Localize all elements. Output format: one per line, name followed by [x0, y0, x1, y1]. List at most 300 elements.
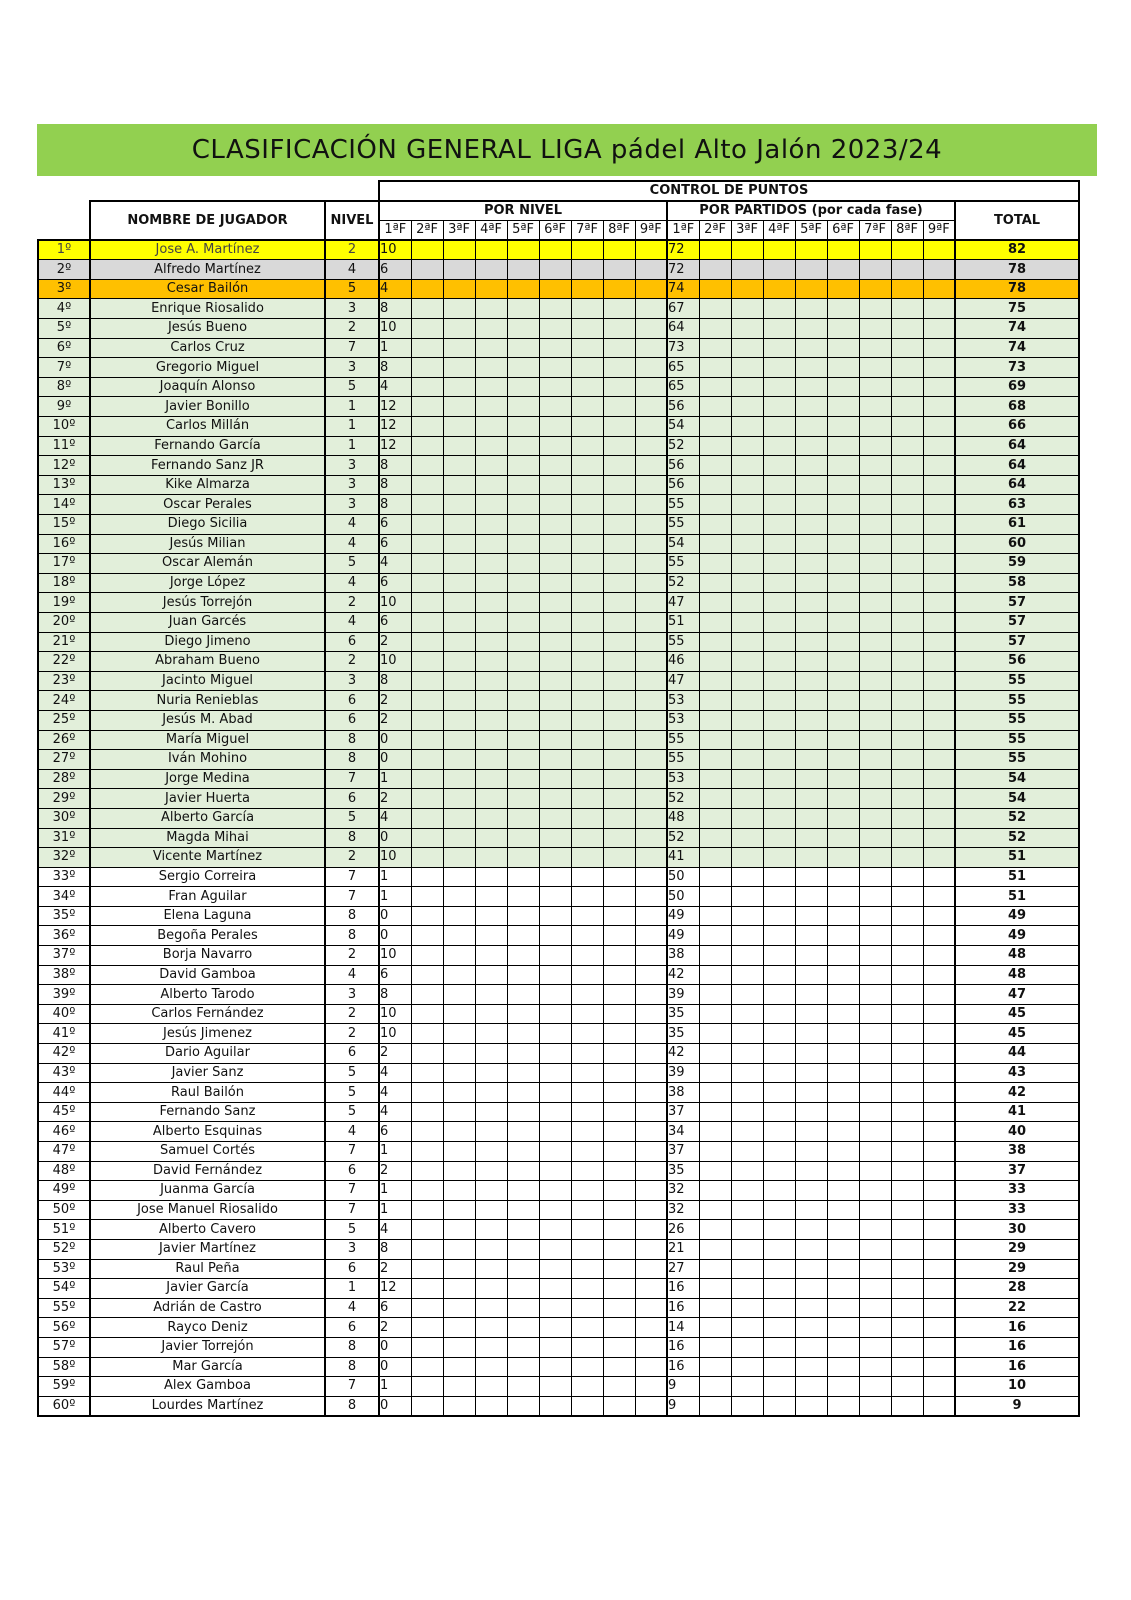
por-partidos-cell: [763, 1239, 795, 1259]
por-nivel-cell: [507, 1083, 539, 1103]
total-column-header: TOTAL: [955, 201, 1079, 240]
total-cell: 40: [955, 1122, 1079, 1142]
por-nivel-cell: [603, 612, 635, 632]
por-partidos-cell: [763, 926, 795, 946]
por-nivel-cell: [571, 475, 603, 495]
por-partidos-cell: 54: [667, 417, 699, 437]
player-name-cell: Dario Aguilar: [90, 1044, 325, 1064]
por-nivel-cell: [571, 652, 603, 672]
por-nivel-cell: [571, 965, 603, 985]
nivel-cell: 5: [325, 808, 379, 828]
por-partidos-cell: [859, 730, 891, 750]
por-nivel-cell: [411, 691, 443, 711]
por-nivel-cell: [539, 887, 571, 907]
por-partidos-cell: [795, 1142, 827, 1162]
position-cell: 6º: [38, 338, 90, 358]
por-partidos-cell: [795, 299, 827, 319]
por-partidos-cell: [827, 1318, 859, 1338]
por-partidos-cell: [859, 260, 891, 280]
por-partidos-cell: [699, 456, 731, 476]
player-name-cell: Mar García: [90, 1357, 325, 1377]
por-partidos-cell: [859, 789, 891, 809]
por-nivel-cell: [411, 632, 443, 652]
nivel-cell: 3: [325, 671, 379, 691]
por-partidos-cell: [923, 1063, 955, 1083]
por-partidos-cell: [891, 828, 923, 848]
table-header: [38, 181, 1079, 240]
table-row: [38, 1357, 1079, 1377]
position-cell: 58º: [38, 1357, 90, 1377]
por-nivel-cell: [507, 730, 539, 750]
por-partidos-cell: [699, 573, 731, 593]
table-row: [38, 867, 1079, 887]
nivel-cell: 3: [325, 299, 379, 319]
position-cell: 40º: [38, 1004, 90, 1024]
por-nivel-cell: [635, 789, 667, 809]
table-row: [38, 1298, 1079, 1318]
por-partidos-cell: 52: [667, 573, 699, 593]
table-row: [38, 887, 1079, 907]
nivel-cell: 4: [325, 573, 379, 593]
por-partidos-cell: [923, 1396, 955, 1416]
por-partidos-cell: [731, 319, 763, 339]
por-partidos-cell: [891, 1044, 923, 1064]
por-nivel-cell: 8: [379, 671, 411, 691]
por-partidos-cell: [699, 808, 731, 828]
por-partidos-cell: [891, 1181, 923, 1201]
por-partidos-cell: [731, 848, 763, 868]
por-nivel-cell: 10: [379, 319, 411, 339]
por-nivel-cell: [571, 1024, 603, 1044]
position-cell: 27º: [38, 750, 90, 770]
por-partidos-cell: [891, 554, 923, 574]
por-nivel-cell: [411, 260, 443, 280]
por-partidos-cell: [923, 1181, 955, 1201]
por-nivel-cell: 2: [379, 1161, 411, 1181]
por-partidos-cell: [923, 1200, 955, 1220]
por-partidos-cell: [923, 397, 955, 417]
por-partidos-cell: [827, 730, 859, 750]
total-cell: 68: [955, 397, 1079, 417]
por-nivel-cell: [507, 1377, 539, 1397]
por-nivel-cell: [571, 1063, 603, 1083]
por-partidos-phase-header: 1ªF: [667, 221, 699, 241]
por-nivel-cell: [603, 1161, 635, 1181]
por-partidos-cell: [731, 1122, 763, 1142]
por-partidos-cell: [795, 946, 827, 966]
por-nivel-cell: [603, 495, 635, 515]
por-nivel-cell: [507, 828, 539, 848]
por-partidos-cell: [763, 279, 795, 299]
por-partidos-cell: [923, 730, 955, 750]
por-partidos-cell: [891, 652, 923, 672]
total-cell: 64: [955, 456, 1079, 476]
por-partidos-cell: [731, 769, 763, 789]
position-cell: 4º: [38, 299, 90, 319]
por-partidos-cell: [923, 417, 955, 437]
por-partidos-cell: [891, 1063, 923, 1083]
por-partidos-cell: 32: [667, 1181, 699, 1201]
por-nivel-cell: [571, 1357, 603, 1377]
por-nivel-cell: [635, 1063, 667, 1083]
por-partidos-cell: [699, 926, 731, 946]
por-partidos-cell: 56: [667, 475, 699, 495]
por-nivel-cell: [539, 1279, 571, 1299]
por-nivel-cell: [475, 1239, 507, 1259]
por-nivel-cell: [411, 1102, 443, 1122]
por-partidos-cell: [731, 1181, 763, 1201]
por-partidos-cell: [923, 495, 955, 515]
nombre-column-header: NOMBRE DE JUGADOR: [90, 201, 325, 240]
por-partidos-cell: [699, 279, 731, 299]
por-partidos-cell: [795, 867, 827, 887]
por-nivel-cell: [411, 887, 443, 907]
por-partidos-cell: [731, 1024, 763, 1044]
por-partidos-cell: [795, 710, 827, 730]
table-row: [38, 260, 1079, 280]
por-partidos-cell: [763, 1142, 795, 1162]
por-nivel-cell: [411, 515, 443, 535]
por-partidos-cell: [923, 808, 955, 828]
por-nivel-cell: [603, 769, 635, 789]
por-nivel-cell: [443, 436, 475, 456]
por-partidos-cell: 37: [667, 1142, 699, 1162]
por-partidos-cell: [763, 1083, 795, 1103]
por-partidos-cell: [827, 534, 859, 554]
por-partidos-cell: [795, 789, 827, 809]
por-nivel-cell: [411, 1161, 443, 1181]
por-partidos-cell: [699, 789, 731, 809]
por-partidos-cell: [859, 240, 891, 260]
por-nivel-cell: 6: [379, 965, 411, 985]
por-partidos-cell: [731, 1161, 763, 1181]
position-cell: 54º: [38, 1279, 90, 1299]
nivel-cell: 4: [325, 1298, 379, 1318]
por-nivel-cell: [539, 808, 571, 828]
position-cell: 22º: [38, 652, 90, 672]
por-partidos-cell: [699, 515, 731, 535]
nivel-cell: 4: [325, 515, 379, 535]
player-name-cell: Vicente Martínez: [90, 848, 325, 868]
nivel-cell: 8: [325, 1357, 379, 1377]
por-partidos-cell: [859, 1044, 891, 1064]
por-partidos-cell: [763, 906, 795, 926]
por-partidos-cell: [795, 1298, 827, 1318]
por-partidos-cell: 35: [667, 1024, 699, 1044]
por-partidos-cell: [763, 573, 795, 593]
player-name-cell: Raul Bailón: [90, 1083, 325, 1103]
total-cell: 33: [955, 1181, 1079, 1201]
por-nivel-cell: [539, 1181, 571, 1201]
total-cell: 52: [955, 828, 1079, 848]
por-nivel-cell: [411, 534, 443, 554]
por-nivel-cell: [475, 279, 507, 299]
por-nivel-cell: [443, 1357, 475, 1377]
por-nivel-cell: [443, 475, 475, 495]
player-name-cell: Fran Aguilar: [90, 887, 325, 907]
por-nivel-cell: [635, 1318, 667, 1338]
por-nivel-cell: [603, 1024, 635, 1044]
por-nivel-cell: [507, 906, 539, 926]
por-nivel-cell: [443, 1259, 475, 1279]
por-nivel-cell: [539, 299, 571, 319]
por-nivel-cell: [539, 377, 571, 397]
position-cell: 37º: [38, 946, 90, 966]
por-partidos-cell: [923, 887, 955, 907]
por-nivel-cell: [603, 534, 635, 554]
por-nivel-cell: [539, 397, 571, 417]
por-partidos-cell: [923, 1318, 955, 1338]
por-nivel-cell: [411, 377, 443, 397]
por-partidos-cell: 56: [667, 456, 699, 476]
por-nivel-cell: [475, 260, 507, 280]
por-partidos-cell: [859, 436, 891, 456]
por-nivel-cell: [443, 985, 475, 1005]
por-partidos-cell: [763, 1161, 795, 1181]
por-nivel-cell: [411, 299, 443, 319]
por-nivel-cell: [635, 652, 667, 672]
nivel-cell: 2: [325, 1004, 379, 1024]
total-cell: 44: [955, 1044, 1079, 1064]
por-nivel-cell: [571, 1142, 603, 1162]
total-cell: 10: [955, 1377, 1079, 1397]
por-nivel-cell: [603, 1298, 635, 1318]
por-partidos-cell: [699, 1063, 731, 1083]
por-partidos-cell: [699, 593, 731, 613]
total-cell: 49: [955, 926, 1079, 946]
por-partidos-cell: [795, 358, 827, 378]
por-partidos-cell: [699, 691, 731, 711]
table-row: [38, 1337, 1079, 1357]
player-name-cell: Javier Bonillo: [90, 397, 325, 417]
por-partidos-cell: [699, 495, 731, 515]
por-partidos-cell: [763, 240, 795, 260]
por-partidos-cell: [859, 1024, 891, 1044]
por-partidos-cell: [923, 1161, 955, 1181]
por-partidos-cell: [763, 1318, 795, 1338]
por-partidos-cell: [699, 1200, 731, 1220]
position-cell: 30º: [38, 808, 90, 828]
por-partidos-cell: [859, 848, 891, 868]
player-name-cell: Javier Sanz: [90, 1063, 325, 1083]
por-partidos-cell: [923, 554, 955, 574]
por-nivel-cell: [507, 1024, 539, 1044]
por-partidos-cell: [763, 260, 795, 280]
por-partidos-cell: [827, 1377, 859, 1397]
por-nivel-cell: [507, 887, 539, 907]
por-nivel-cell: [635, 515, 667, 535]
por-partidos-cell: [923, 632, 955, 652]
por-partidos-cell: [699, 1024, 731, 1044]
por-partidos-cell: [923, 1024, 955, 1044]
por-nivel-cell: [443, 946, 475, 966]
por-nivel-cell: [443, 652, 475, 672]
por-partidos-cell: [795, 808, 827, 828]
por-nivel-cell: [539, 1102, 571, 1122]
por-nivel-cell: [475, 1024, 507, 1044]
por-partidos-cell: [859, 1102, 891, 1122]
por-nivel-cell: 0: [379, 1337, 411, 1357]
por-partidos-cell: [763, 887, 795, 907]
por-nivel-cell: 2: [379, 1318, 411, 1338]
player-name-cell: Javier Huerta: [90, 789, 325, 809]
por-partidos-cell: [699, 1044, 731, 1064]
por-partidos-cell: [891, 965, 923, 985]
por-nivel-cell: [411, 965, 443, 985]
por-partidos-cell: [731, 1259, 763, 1279]
nivel-cell: 3: [325, 456, 379, 476]
por-partidos-cell: [859, 1298, 891, 1318]
player-name-cell: María Miguel: [90, 730, 325, 750]
player-name-cell: Jesús Torrejón: [90, 593, 325, 613]
por-nivel-cell: [539, 652, 571, 672]
por-nivel-cell: [507, 985, 539, 1005]
table-body: [38, 240, 1079, 1416]
por-nivel-cell: [411, 358, 443, 378]
por-nivel-cell: [475, 1181, 507, 1201]
por-partidos-cell: [795, 260, 827, 280]
por-partidos-cell: [859, 985, 891, 1005]
por-partidos-cell: [731, 1004, 763, 1024]
por-nivel-cell: [571, 1259, 603, 1279]
por-partidos-cell: [763, 710, 795, 730]
table-row: [38, 554, 1079, 574]
por-nivel-cell: [507, 1220, 539, 1240]
por-nivel-cell: [507, 632, 539, 652]
por-partidos-cell: [699, 1181, 731, 1201]
por-partidos-cell: [923, 593, 955, 613]
por-nivel-cell: [539, 985, 571, 1005]
por-nivel-cell: [635, 417, 667, 437]
por-partidos-cell: [763, 1377, 795, 1397]
por-nivel-cell: [411, 1142, 443, 1162]
por-partidos-cell: [859, 1181, 891, 1201]
por-nivel-cell: [443, 593, 475, 613]
nivel-cell: 2: [325, 1024, 379, 1044]
por-partidos-cell: [763, 1298, 795, 1318]
por-nivel-cell: [571, 632, 603, 652]
total-cell: 29: [955, 1259, 1079, 1279]
nivel-cell: 7: [325, 1181, 379, 1201]
por-nivel-cell: 0: [379, 926, 411, 946]
por-nivel-cell: [539, 515, 571, 535]
por-partidos-cell: 47: [667, 671, 699, 691]
por-partidos-cell: [795, 1318, 827, 1338]
por-partidos-cell: [827, 436, 859, 456]
por-partidos-cell: [731, 377, 763, 397]
total-cell: 29: [955, 1239, 1079, 1259]
por-nivel-cell: [539, 436, 571, 456]
por-partidos-cell: [827, 1102, 859, 1122]
por-partidos-cell: [827, 1298, 859, 1318]
por-nivel-cell: [475, 534, 507, 554]
position-cell: 24º: [38, 691, 90, 711]
por-partidos-cell: [923, 515, 955, 535]
por-nivel-cell: [475, 612, 507, 632]
total-cell: 63: [955, 495, 1079, 515]
nivel-cell: 6: [325, 710, 379, 730]
por-partidos-cell: 53: [667, 710, 699, 730]
por-nivel-cell: [635, 867, 667, 887]
por-partidos-header: POR PARTIDOS (por cada fase): [667, 201, 955, 221]
por-partidos-cell: [859, 946, 891, 966]
por-partidos-cell: [699, 1396, 731, 1416]
por-nivel-cell: [443, 1102, 475, 1122]
table-row: [38, 377, 1079, 397]
player-name-cell: David Fernández: [90, 1161, 325, 1181]
por-partidos-cell: [859, 1259, 891, 1279]
table-row: [38, 515, 1079, 535]
por-nivel-cell: [507, 710, 539, 730]
por-partidos-cell: [891, 808, 923, 828]
por-nivel-cell: [539, 789, 571, 809]
table-row: [38, 789, 1079, 809]
por-nivel-cell: [571, 534, 603, 554]
por-nivel-cell: [571, 1200, 603, 1220]
por-nivel-cell: [507, 691, 539, 711]
por-nivel-cell: [443, 848, 475, 868]
por-partidos-cell: [859, 279, 891, 299]
por-partidos-cell: [859, 1377, 891, 1397]
por-partidos-cell: [763, 377, 795, 397]
por-partidos-cell: [891, 1142, 923, 1162]
por-partidos-cell: 34: [667, 1122, 699, 1142]
por-partidos-cell: [859, 1122, 891, 1142]
por-partidos-cell: 65: [667, 358, 699, 378]
por-nivel-cell: [443, 612, 475, 632]
por-partidos-cell: [731, 299, 763, 319]
por-nivel-cell: [475, 1220, 507, 1240]
por-partidos-cell: [827, 828, 859, 848]
table-row: [38, 1396, 1079, 1416]
por-nivel-cell: [603, 593, 635, 613]
por-partidos-cell: [859, 1239, 891, 1259]
por-nivel-cell: [475, 358, 507, 378]
por-partidos-cell: [859, 965, 891, 985]
position-cell: 45º: [38, 1102, 90, 1122]
por-partidos-cell: [699, 946, 731, 966]
por-partidos-cell: [891, 1298, 923, 1318]
por-partidos-cell: [923, 260, 955, 280]
por-nivel-cell: [475, 671, 507, 691]
table-row: [38, 1063, 1079, 1083]
total-cell: 54: [955, 789, 1079, 809]
por-nivel-cell: [507, 1181, 539, 1201]
por-nivel-cell: [603, 887, 635, 907]
por-nivel-cell: [507, 1102, 539, 1122]
por-partidos-cell: 50: [667, 887, 699, 907]
por-nivel-cell: [603, 848, 635, 868]
por-partidos-cell: [731, 279, 763, 299]
por-nivel-cell: [443, 554, 475, 574]
por-nivel-cell: [635, 632, 667, 652]
por-partidos-cell: [891, 417, 923, 437]
total-cell: 73: [955, 358, 1079, 378]
por-nivel-cell: [603, 1318, 635, 1338]
por-nivel-cell: [603, 965, 635, 985]
por-partidos-cell: [731, 1279, 763, 1299]
por-nivel-cell: 1: [379, 1142, 411, 1162]
total-cell: 64: [955, 436, 1079, 456]
por-nivel-cell: [571, 887, 603, 907]
por-partidos-cell: [795, 1122, 827, 1142]
por-partidos-cell: [763, 789, 795, 809]
por-partidos-cell: [859, 769, 891, 789]
por-partidos-cell: [891, 1239, 923, 1259]
por-nivel-cell: [571, 612, 603, 632]
por-nivel-cell: [603, 946, 635, 966]
por-partidos-cell: [699, 554, 731, 574]
